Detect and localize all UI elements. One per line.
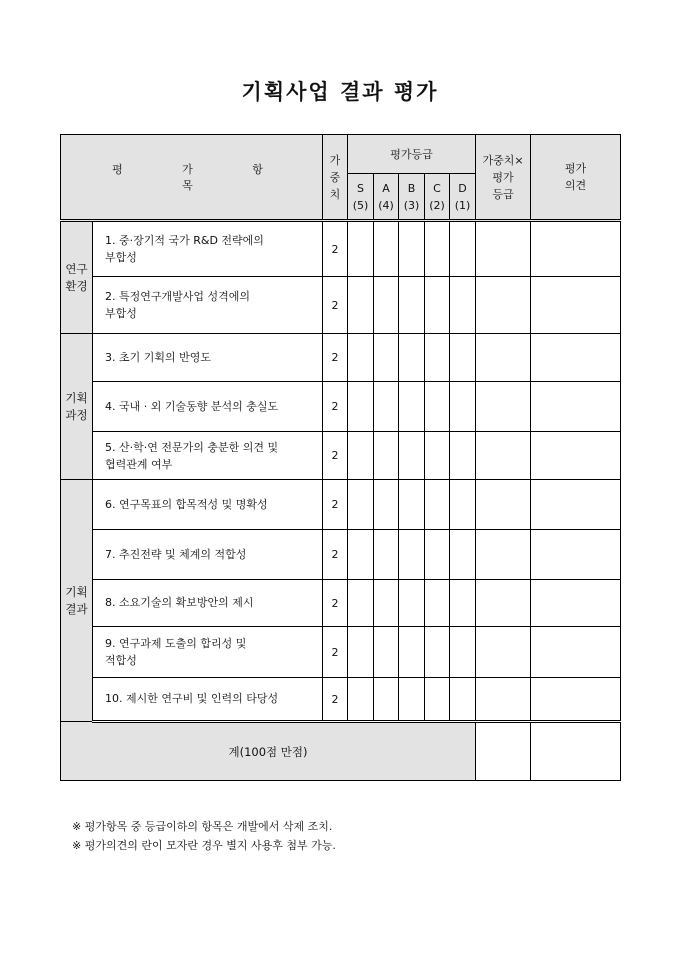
grade-cell[interactable]: [348, 580, 374, 627]
grade-cell[interactable]: [450, 678, 476, 722]
grade-cell[interactable]: [348, 530, 374, 580]
grade-cell[interactable]: [348, 382, 374, 432]
opinion-cell[interactable]: [531, 678, 621, 722]
grade-cell[interactable]: [450, 530, 476, 580]
grade-cell[interactable]: [399, 277, 425, 334]
footnote: ※ 평가항목 중 등급이하의 항목은 개발에서 삭제 조치.: [72, 820, 333, 833]
grade-cell[interactable]: [425, 678, 450, 722]
grade-cell[interactable]: [374, 627, 399, 678]
grade-cell[interactable]: [348, 277, 374, 334]
grade-cell[interactable]: [348, 432, 374, 480]
weight-cell: 2: [323, 530, 348, 580]
table-row-item: 2. 특정연구개발사업 성격에의 부합성: [93, 277, 323, 334]
weighted-grade-cell[interactable]: [476, 334, 531, 382]
grade-cell[interactable]: [374, 580, 399, 627]
grade-cell[interactable]: [425, 530, 450, 580]
opinion-cell[interactable]: [531, 530, 621, 580]
header-item: 평 가 항 목: [61, 135, 323, 221]
table-row-item: 3. 초기 기획의 반영도: [93, 334, 323, 382]
grade-cell[interactable]: [399, 480, 425, 530]
total-label: 계(100점 만점): [61, 722, 476, 781]
grade-cell[interactable]: [399, 221, 425, 277]
grade-cell[interactable]: [425, 480, 450, 530]
weight-cell: 2: [323, 277, 348, 334]
grade-cell[interactable]: [348, 480, 374, 530]
grade-cell[interactable]: [348, 678, 374, 722]
grade-d: D (1): [450, 174, 476, 221]
table-row-item: 4. 국내 · 외 기술동향 분석의 충실도: [93, 382, 323, 432]
weighted-grade-cell[interactable]: [476, 480, 531, 530]
table-row-item: 10. 제시한 연구비 및 인력의 타당성: [93, 678, 323, 722]
table-row-item: 8. 소요기술의 확보방안의 제시: [93, 580, 323, 627]
footnotes: [72, 817, 336, 855]
header-grade-title: 평가등급: [348, 135, 476, 174]
grade-cell[interactable]: [425, 277, 450, 334]
grade-cell[interactable]: [374, 480, 399, 530]
opinion-cell[interactable]: [531, 334, 621, 382]
table-row-item: 7. 추진전략 및 체계의 적합성: [93, 530, 323, 580]
grade-cell[interactable]: [450, 221, 476, 277]
weight-cell: 2: [323, 580, 348, 627]
grade-cell[interactable]: [399, 334, 425, 382]
grade-cell[interactable]: [450, 432, 476, 480]
weighted-grade-cell[interactable]: [476, 277, 531, 334]
grade-cell[interactable]: [374, 432, 399, 480]
weight-cell: 2: [323, 432, 348, 480]
grade-cell[interactable]: [450, 627, 476, 678]
header-opinion: 평가 의견: [531, 135, 621, 221]
group-planning-results: 기획 결과: [61, 480, 93, 722]
grade-cell[interactable]: [374, 678, 399, 722]
grade-cell[interactable]: [374, 221, 399, 277]
grade-cell[interactable]: [399, 627, 425, 678]
weight-cell: 2: [323, 334, 348, 382]
grade-cell[interactable]: [425, 580, 450, 627]
opinion-cell[interactable]: [531, 627, 621, 678]
weighted-grade-cell[interactable]: [476, 580, 531, 627]
grade-cell[interactable]: [425, 334, 450, 382]
weighted-grade-cell[interactable]: [476, 432, 531, 480]
table-row-item: 6. 연구목표의 합목적성 및 명확성: [93, 480, 323, 530]
table-row-item: 9. 연구과제 도출의 합리성 및 적합성: [93, 627, 323, 678]
header-weighted-grade: 가중치× 평가 등급: [476, 135, 531, 221]
opinion-cell[interactable]: [531, 221, 621, 277]
table-row-item: 1. 중·장기적 국가 R&D 전략에의 부합성: [93, 221, 323, 277]
group-planning-process: 기획 과정: [61, 334, 93, 480]
opinion-cell[interactable]: [531, 580, 621, 627]
weighted-grade-cell[interactable]: [476, 221, 531, 277]
table-row-item: 5. 산·학·연 전문가의 충분한 의견 및 협력관계 여부: [93, 432, 323, 480]
total-opinion-cell[interactable]: [531, 722, 621, 781]
grade-cell[interactable]: [399, 580, 425, 627]
grade-cell[interactable]: [374, 277, 399, 334]
grade-a: A (4): [374, 174, 399, 221]
grade-cell[interactable]: [374, 382, 399, 432]
grade-s: S (5): [348, 174, 374, 221]
grade-cell[interactable]: [399, 530, 425, 580]
evaluation-table: [60, 134, 621, 781]
weight-cell: 2: [323, 678, 348, 722]
grade-cell[interactable]: [425, 382, 450, 432]
grade-cell[interactable]: [374, 530, 399, 580]
grade-cell[interactable]: [425, 432, 450, 480]
opinion-cell[interactable]: [531, 382, 621, 432]
opinion-cell[interactable]: [531, 480, 621, 530]
weighted-grade-cell[interactable]: [476, 530, 531, 580]
grade-cell[interactable]: [348, 221, 374, 277]
grade-cell[interactable]: [425, 221, 450, 277]
grade-cell[interactable]: [399, 432, 425, 480]
opinion-cell[interactable]: [531, 432, 621, 480]
grade-cell[interactable]: [348, 627, 374, 678]
opinion-cell[interactable]: [531, 277, 621, 334]
grade-cell[interactable]: [425, 627, 450, 678]
footnote: ※ 평가의견의 란이 모자란 경우 별지 사용후 첨부 가능.: [72, 839, 336, 852]
group-research-environment: 연구 환경: [61, 221, 93, 334]
page-title: 기획사업 결과 평가: [241, 79, 439, 104]
total-weighted-cell[interactable]: [476, 722, 531, 781]
header-weight: 가 중 치: [323, 135, 348, 221]
weighted-grade-cell[interactable]: [476, 382, 531, 432]
weighted-grade-cell[interactable]: [476, 678, 531, 722]
grade-cell[interactable]: [450, 334, 476, 382]
grade-c: C (2): [425, 174, 450, 221]
grade-cell[interactable]: [450, 382, 476, 432]
grade-cell[interactable]: [399, 382, 425, 432]
weight-cell: 2: [323, 627, 348, 678]
weight-cell: 2: [323, 221, 348, 277]
grade-cell[interactable]: [450, 277, 476, 334]
grade-cell[interactable]: [450, 480, 476, 530]
weight-cell: 2: [323, 382, 348, 432]
grade-b: B (3): [399, 174, 425, 221]
grade-cell[interactable]: [374, 334, 399, 382]
grade-cell[interactable]: [399, 678, 425, 722]
weight-cell: 2: [323, 480, 348, 530]
weighted-grade-cell[interactable]: [476, 627, 531, 678]
grade-cell[interactable]: [450, 580, 476, 627]
grade-cell[interactable]: [348, 334, 374, 382]
